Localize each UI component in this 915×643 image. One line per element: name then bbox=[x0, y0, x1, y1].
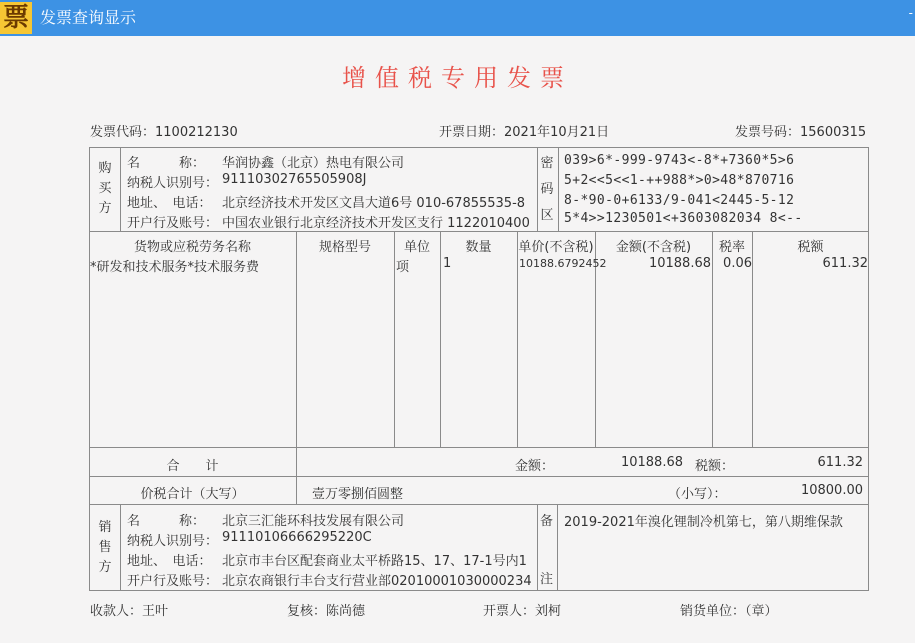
grand-total-words: 壹万零捌佰圆整 bbox=[312, 487, 404, 502]
total-amount: 10188.68 bbox=[620, 455, 683, 470]
col-header-amount: 金额(不含税) bbox=[615, 240, 692, 255]
invoice-title: 增值税专用发票 bbox=[342, 64, 573, 92]
invoice-date-value: 2021年10月21日 bbox=[504, 125, 610, 140]
total-tax: 611.32 bbox=[817, 455, 863, 470]
seller-address-label: 地址、 电话： bbox=[127, 554, 212, 569]
item-rate: 0.06 bbox=[723, 256, 752, 271]
buyer-section-label: 购 买 方 bbox=[98, 161, 112, 216]
invoice-date bbox=[439, 121, 609, 140]
invoice-code-value: 1100212130 bbox=[155, 125, 238, 140]
grand-total-label: 价税合计（大写） bbox=[140, 487, 245, 502]
invoice-app-icon: 票 bbox=[0, 2, 32, 34]
col-header-name: 货物或应税劳务名称 bbox=[133, 240, 251, 255]
drawer-value: 刘柯 bbox=[535, 604, 562, 619]
buyer-taxid: 91110302765505908J bbox=[222, 172, 367, 187]
buyer-name: 华润协鑫（北京）热电有限公司 bbox=[222, 156, 405, 171]
total-amount-label: 金额： bbox=[515, 459, 555, 474]
seller-taxid-label: 纳税人识别号： bbox=[127, 534, 219, 549]
reviewer-value: 陈尚德 bbox=[326, 604, 366, 619]
invoice-number bbox=[735, 121, 866, 140]
col-header-spec: 规格型号 bbox=[318, 240, 371, 255]
seller-bank: 北京农商银行丰台支行营业部02010001030000234 bbox=[222, 574, 532, 589]
item-price: 10188.6792452 bbox=[519, 257, 607, 270]
seller-name-label: 名 称： bbox=[127, 514, 206, 529]
remarks-text: 2019-2021年溴化锂制冷机第七，第八期维保款 bbox=[564, 515, 843, 530]
item-amount: 10188.68 bbox=[648, 256, 711, 271]
cipher-line: 5+2<<5<<1-++988*>0>48*870716 bbox=[564, 173, 795, 188]
item-unit: 项 bbox=[396, 260, 410, 275]
buyer-bank-label: 开户行及账号： bbox=[127, 216, 219, 231]
seller-address: 北京市丰台区配套商业太平桥路15、17、17-1号内1 bbox=[222, 554, 527, 569]
cipher-line: 8-*90-0+6133/9-041<2445-5-12 bbox=[564, 193, 795, 208]
buyer-name-label: 名 称： bbox=[127, 156, 206, 171]
total-tax-label: 税额： bbox=[695, 459, 735, 474]
item-name: *研发和技术服务*技术服务费 bbox=[90, 260, 260, 275]
remarks-label-bottom: 注 bbox=[540, 572, 554, 587]
seller-bank-label: 开户行及账号： bbox=[127, 574, 219, 589]
cipher-line: 5*4>>1230501<+3603082034 8<-- bbox=[564, 211, 803, 226]
buyer-taxid-label: 纳税人识别号： bbox=[127, 176, 219, 191]
total-label: 合 计 bbox=[166, 459, 219, 474]
buyer-bank: 中国农业银行北京经济技术开发区支行 1122010400 bbox=[222, 216, 530, 231]
col-header-rate: 税率 bbox=[718, 240, 745, 255]
remarks-label-top: 备 bbox=[540, 514, 554, 529]
payee-label: 收款人： bbox=[90, 604, 143, 619]
minimize-icon[interactable]: - bbox=[908, 6, 913, 20]
reviewer bbox=[287, 600, 365, 619]
cipher-line: 039>6*-999-9743<-8*+7360*5>6 bbox=[564, 153, 795, 168]
item-tax: 611.32 bbox=[822, 256, 868, 271]
grand-total-small-label: （小写）： bbox=[668, 487, 727, 502]
invoice-code-label: 发票代码： bbox=[90, 125, 156, 140]
invoice-date-label: 开票日期： bbox=[439, 125, 505, 140]
drawer bbox=[483, 600, 561, 619]
cipher-section-label: 密 码 区 bbox=[540, 156, 554, 223]
seller-name: 北京三汇能环科技发展有限公司 bbox=[222, 514, 405, 529]
drawer-label: 开票人： bbox=[483, 604, 536, 619]
invoice-code bbox=[90, 121, 238, 140]
col-header-qty: 数量 bbox=[465, 240, 492, 255]
title-bar bbox=[0, 0, 915, 36]
buyer-address: 北京经济技术开发区文昌大道6号 010-67855535-8 bbox=[222, 196, 526, 211]
col-header-unit: 单位 bbox=[403, 240, 430, 255]
window-title: 发票查询显示 bbox=[40, 8, 137, 27]
grand-total-value: 10800.00 bbox=[800, 483, 863, 498]
seller-section-label: 销 售 方 bbox=[98, 520, 112, 575]
seller-taxid: 91110106666295220C bbox=[222, 530, 372, 545]
payee bbox=[90, 600, 168, 619]
col-header-tax: 税额 bbox=[797, 240, 824, 255]
col-header-price: 单价(不含税) bbox=[518, 240, 594, 255]
item-qty: 1 bbox=[443, 256, 452, 271]
invoice-number-label: 发票号码： bbox=[735, 125, 801, 140]
invoice-number-value: 15600315 bbox=[800, 125, 867, 140]
buyer-address-label: 地址、 电话： bbox=[127, 196, 212, 211]
reviewer-label: 复核： bbox=[287, 604, 327, 619]
payee-value: 王叶 bbox=[142, 604, 169, 619]
seller-unit-seal: 销货单位：（章） bbox=[680, 604, 778, 619]
